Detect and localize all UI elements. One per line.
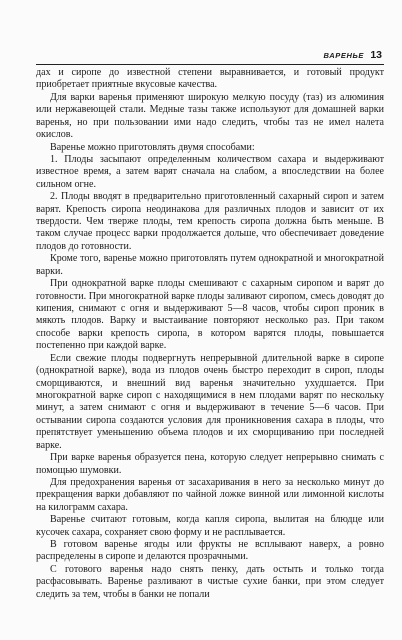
paragraph: 1. Плоды засыпают определенным количеством сахара и выдерживают известное время, а затем варят сначала на слабом, а впоследствии на более сильном огне. (36, 153, 384, 190)
paragraph: В готовом варенье ягоды или фрукты не всплывают наверх, а ровно распределены в сиропе и делаются прозрачными. (36, 539, 384, 563)
paragraph: При варке варенья образуется пена, которую следует непрерывно снимать с помощью шумовки. (36, 452, 384, 476)
paragraph: Для варки варенья применяют широкую мелкую посуду (таз) из алюминия или нержавеющей стали. Медные тазы также используют для домашней варки варенья, но при пользовании ими надо следить, чтобы таз не имел налета окислов. (36, 91, 384, 141)
paragraph: Варенье считают готовым, когда капля сиропа, вылитая на блюдце или кусочек сахара, сохраняет свою форму и не расплывается. (36, 514, 384, 538)
paragraph: С готового варенья надо снять пенку, дать остыть и только тогда расфасовывать. Варенье разливают в чистые сухие банки, при этом следует следить за тем, чтобы в банки не попали (36, 563, 384, 600)
paragraph: 2. Плоды вводят в предварительно приготовленный сахарный сироп и затем варят. Крепость сиропа неодинакова для различных плодов и зависит от их твердости. Чем тверже плоды, тем крепость сиропа должна быть меньше. В таком случае процесс варки продолжается дольше, что обеспечивает доведение плодов до готовности. (36, 191, 384, 252)
page-number: 13 (370, 49, 382, 61)
paragraph: дах и сиропе до известной степени выравнивается, и готовый продукт приобретает приятные вкусовые качества. (36, 67, 384, 91)
running-title: ВАРЕНЬЕ (323, 51, 364, 60)
paragraph: При однократной варке плоды смешивают с сахарным сиропом и варят до готовности. При многократной варке плоды заливают сиропом, смесь доводят до кипения, снимают с огня и выдерживают 5—8 часов, чтобы сироп проник в мякоть плодов. Варку и выстаивание повторяют несколько раз. При таком способе варки крепость сиропа, в котором варятся плоды, повышается постепенно при каждой варке. (36, 278, 384, 352)
paragraph: Для предохранения варенья от засахаривания в него за несколько минут до прекращения варки добавляют по чайной ложке винной или лимонной кислоты на килограмм сахара. (36, 476, 384, 513)
body-text (36, 67, 384, 601)
paragraph: Варенье можно приготовлять двумя способами: (50, 141, 255, 153)
page-header (36, 50, 384, 65)
paragraph: Кроме того, варенье можно приготовлять путем однократной и многократной варки. (36, 253, 384, 277)
paragraph: Если свежие плоды подвергнуть непрерывной длительной варке в сиропе (однократной варке), вода из плодов очень быстро переходит в сироп, плоды сморщиваются, и внешний вид варенья значительно ухудшается. При многократной варке сироп с находящимися в нем плодами варят по нескольку минут, а затем снимают с огня и выдерживают в течение 5—6 часов. При остывании сиропа создаются условия для проникновения сахара в плоды, что препятствует уменьшению объема плодов и их сморщиванию при последней варке. (36, 352, 384, 451)
